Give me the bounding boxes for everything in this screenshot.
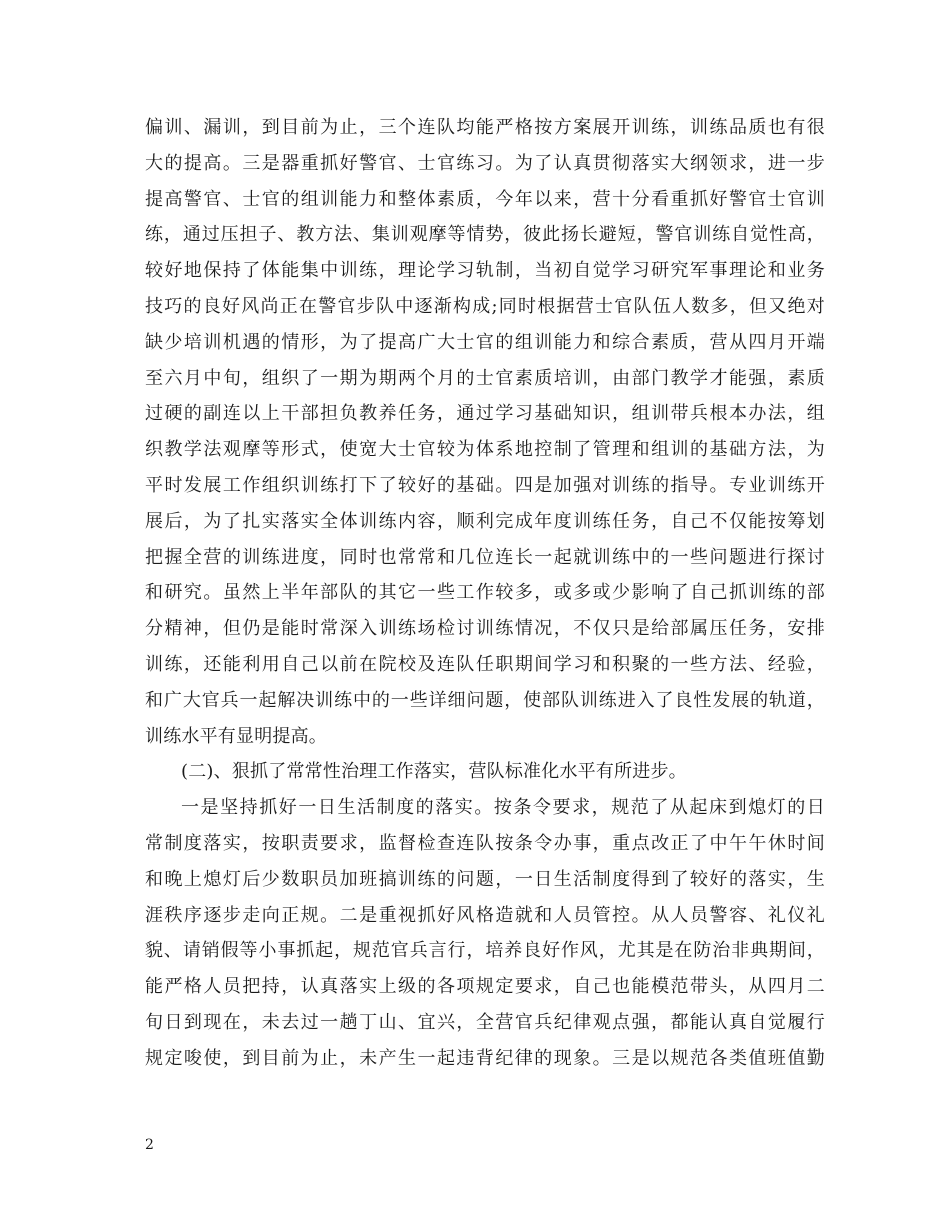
body-text: [145, 110, 825, 1077]
text-line: 练，通过压担子、教方法、集训观摩等情势，彼此扬长避短，警官训练自觉性高，: [145, 224, 825, 246]
text-line: 训练水平有显明提高。: [145, 725, 327, 747]
text-line: 偏训、漏训，到目前为止，三个连队均能严格按方案展开训练，训练品质也有很: [145, 117, 825, 138]
text-line: 训练，还能利用自己以前在院校及连队任职期间学习和积聚的一些方法、经验，: [145, 653, 825, 675]
text-line: 能严格人员把持，认真落实上级的各项规定要求，自己也能模范带头，从四月二: [145, 976, 825, 998]
text-line: 至六月中旬，组织了一期为期两个月的士官素质培训，由部门教学才能强，素质: [145, 367, 825, 389]
text-line: 貌、请销假等小事抓起，规范官兵言行，培养良好作风，尤其是在防治非典期间，: [145, 940, 825, 962]
text-line: 涯秩序逐步走向正规。二是重视抓好风格造就和人员管控。从人员警容、礼仪礼: [145, 904, 825, 926]
text-line: 和广大官兵一起解决训练中的一些详细问题，使部队训练进入了良性发展的轨道，: [145, 689, 825, 711]
text-line: 较好地保持了体能集中训练，理论学习轨制，当初自觉学习研究军事理论和业务: [145, 260, 825, 282]
text-line: 平时发展工作组织训练打下了较好的基础。四是加强对训练的指导。专业训练开: [145, 474, 825, 496]
section-heading: (二)、狠抓了常常性治理工作落实，营队标准化水平有所进步。: [181, 761, 687, 783]
text-line: 和研究。虽然上半年部队的其它一些工作较多，或多或少影响了自己抓训练的部: [145, 582, 825, 604]
text-line: 旬日到现在，未去过一趟丁山、宜兴，全营官兵纪律观点强，都能认真自觉履行: [145, 1011, 825, 1033]
text-line: 规定唆使，到目前为止，未产生一起违背纪律的现象。三是以规范各类值班值勤: [145, 1047, 825, 1069]
text-line: 技巧的良好风尚正在警官步队中逐渐构成;同时根据营士官队伍人数多，但又绝对: [145, 295, 825, 317]
text-line: 过硬的副连以上干部担负教养任务，通过学习基础知识，组训带兵根本办法，组: [145, 403, 825, 425]
text-line: 把握全营的训练进度，同时也常常和几位连长一起就训练中的一些问题进行探讨: [145, 546, 825, 568]
text-line: 分精神，但仍是能时常深入训练场检讨训练情况，不仅只是给部属压任务，安排: [145, 618, 825, 640]
text-line: 一是坚持抓好一日生活制度的落实。按条令要求，规范了从起床到熄灯的日: [181, 797, 825, 819]
page-number: 2: [145, 1137, 154, 1153]
text-line: 常制度落实，按职责要求，监督检查连队按条令办事，重点改正了中午午休时间: [145, 832, 825, 854]
text-line: 缺少培训机遇的情形，为了提高广大士官的组训能力和综合素质，营从四月开端: [145, 331, 825, 353]
text-line: 大的提高。三是器重抓好警官、士官练习。为了认真贯彻落实大纲领求，进一步: [145, 152, 825, 174]
text-line: 和晚上熄灯后少数职员加班搞训练的问题，一日生活制度得到了较好的落实，生: [145, 868, 825, 890]
text-line: 织教学法观摩等形式，使宽大士官较为体系地控制了管理和组训的基础方法，为: [145, 439, 825, 461]
text-line: 展后，为了扎实落实全体训练内容，顺利完成年度训练任务，自己不仅能按筹划: [145, 510, 825, 532]
text-line: 提高警官、士官的组训能力和整体素质，今年以来，营十分看重抓好警官士官训: [145, 188, 825, 210]
